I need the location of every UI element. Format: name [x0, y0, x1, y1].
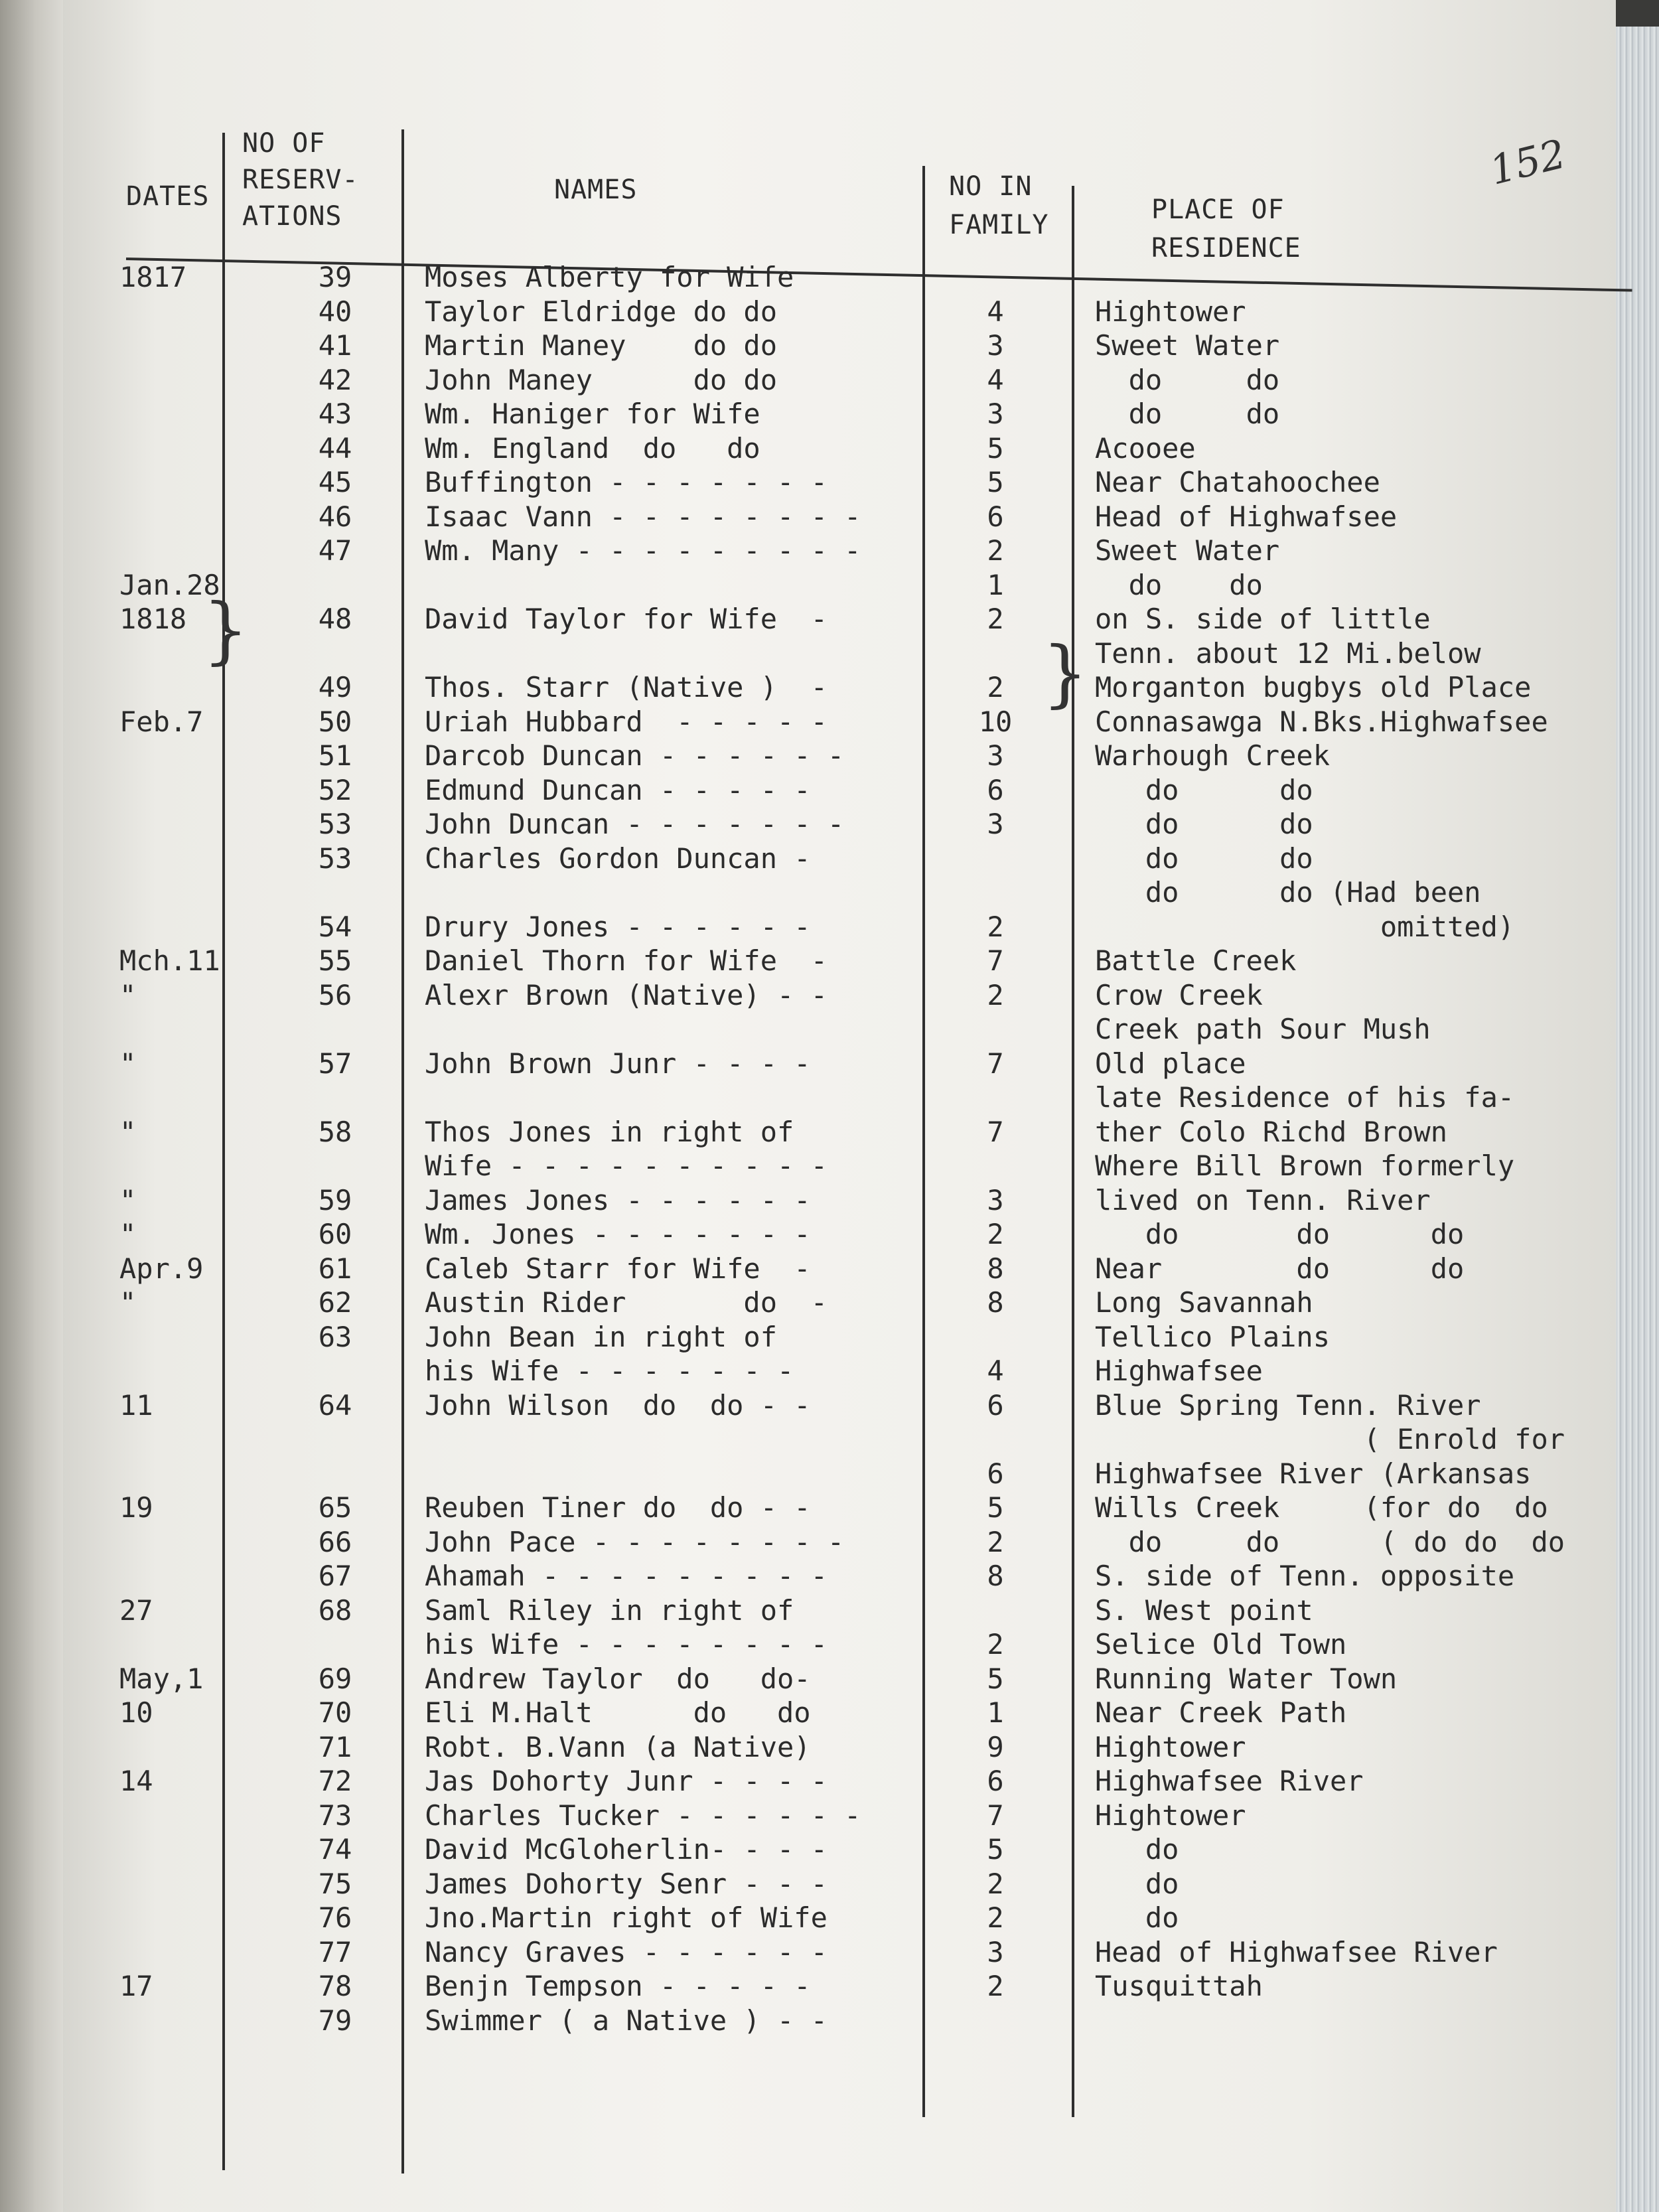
family-cell: 6: [987, 1765, 1004, 1797]
ledger-row: [63, 498, 1616, 536]
residence-cell: Hightower: [1095, 1731, 1246, 1763]
date-cell: 1818: [119, 603, 187, 635]
reservation-cell: 75: [318, 1868, 352, 1900]
residence-cell: Sweet Water: [1095, 534, 1280, 567]
family-cell: 7: [987, 944, 1004, 977]
date-cell: 17: [119, 1970, 153, 2002]
ledger-row: [63, 601, 1616, 638]
brace-mark: }: [1042, 630, 1088, 715]
residence-cell: Near Creek Path: [1095, 1696, 1347, 1729]
ledger-row: [63, 1250, 1616, 1288]
residence-cell: Creek path Sour Mush: [1095, 1013, 1431, 1045]
residence-cell: Head of Highwafsee River: [1095, 1936, 1498, 1968]
residence-cell: do do: [1095, 569, 1263, 601]
ledger-row: [63, 1216, 1616, 1253]
family-cell: 4: [987, 364, 1004, 396]
header-reservations-1: NO OF: [242, 128, 326, 159]
reservation-cell: 55: [318, 944, 352, 977]
header-residence-1: PLACE OF: [1151, 194, 1285, 225]
reservation-cell: 45: [318, 466, 352, 498]
ledger-row: [63, 1763, 1616, 1800]
date-cell: Feb.7: [119, 705, 204, 738]
residence-cell: Tellico Plains: [1095, 1321, 1331, 1353]
family-cell: 3: [987, 329, 1004, 362]
reservation-cell: 53: [318, 808, 352, 840]
family-cell: 6: [987, 774, 1004, 806]
family-cell: 3: [987, 1936, 1004, 1968]
ledger-row: [63, 1934, 1616, 1971]
date-cell: 27: [119, 1594, 153, 1627]
residence-cell: Highwafsee River: [1095, 1765, 1364, 1797]
family-cell: 10: [978, 705, 1013, 738]
name-cell: Thos Jones in right of: [425, 1116, 794, 1148]
ledger-row: [63, 1524, 1616, 1561]
family-cell: 8: [987, 1252, 1004, 1285]
ledger-row: [63, 669, 1616, 706]
ledger-row: [63, 2002, 1616, 2039]
name-cell: Saml Riley in right of: [425, 1594, 794, 1627]
date-cell: 1817: [119, 261, 187, 293]
reservation-cell: 63: [318, 1321, 352, 1353]
reservation-cell: 77: [318, 1936, 352, 1968]
residence-cell: omitted): [1095, 911, 1515, 943]
name-cell: Drury Jones - - - - - -: [425, 911, 811, 943]
ledger-row: [63, 1866, 1616, 1903]
residence-cell: Selice Old Town: [1095, 1628, 1347, 1660]
family-cell: 5: [987, 466, 1004, 498]
name-cell: Daniel Thorn for Wife -: [425, 944, 828, 977]
residence-cell: Where Bill Brown formerly: [1095, 1149, 1515, 1182]
name-cell: Nancy Graves - - - - - -: [425, 1936, 828, 1968]
residence-cell: Hightower: [1095, 295, 1246, 328]
name-cell: John Bean in right of: [425, 1321, 778, 1353]
ledger-row: [63, 1387, 1616, 1424]
residence-cell: Hightower: [1095, 1799, 1246, 1832]
residence-cell: Wills Creek (for do do: [1095, 1491, 1548, 1524]
ledger-row: [63, 1694, 1616, 1732]
family-cell: 6: [987, 1389, 1004, 1422]
name-cell: Alexr Brown (Native) - -: [425, 979, 828, 1011]
name-cell: Swimmer ( a Native ) - -: [425, 2004, 828, 2037]
ledger-row: [63, 1114, 1616, 1151]
family-cell: 7: [987, 1116, 1004, 1148]
ledger-row: [63, 293, 1616, 331]
residence-cell: Old place: [1095, 1047, 1246, 1080]
reservation-cell: 59: [318, 1184, 352, 1217]
residence-cell: S. West point: [1095, 1594, 1313, 1627]
reservation-cell: 66: [318, 1526, 352, 1558]
reservation-cell: 69: [318, 1662, 352, 1695]
residence-cell: ( Enrold for: [1095, 1423, 1565, 1455]
date-cell: 10: [119, 1696, 153, 1729]
ledger-row: [63, 396, 1616, 433]
residence-cell: Tenn. about 12 Mi.below: [1095, 637, 1481, 670]
reservation-cell: 72: [318, 1765, 352, 1797]
ledger-row: [63, 1592, 1616, 1629]
ledger-row: [63, 909, 1616, 946]
name-cell: Wife - - - - - - - - - -: [425, 1149, 828, 1182]
reservation-cell: 43: [318, 398, 352, 430]
residence-cell: do do (Had been: [1095, 876, 1481, 909]
ledger-page: [63, 0, 1616, 2212]
family-cell: 4: [987, 295, 1004, 328]
header-dates: DATES: [126, 181, 210, 212]
residence-cell: Near do do: [1095, 1252, 1465, 1285]
ledger-row: [63, 1147, 1616, 1185]
brace-mark: }: [202, 587, 249, 672]
date-cell: 14: [119, 1765, 153, 1797]
residence-cell: Crow Creek: [1095, 979, 1263, 1011]
residence-cell: Acooee: [1095, 432, 1196, 465]
family-cell: 6: [987, 1457, 1004, 1490]
ledger-row: [63, 430, 1616, 467]
residence-cell: Battle Creek: [1095, 944, 1297, 977]
reservation-cell: 78: [318, 1970, 352, 2002]
date-cell: ": [119, 1218, 137, 1250]
residence-cell: Highwafsee River (Arkansas: [1095, 1457, 1532, 1490]
family-cell: 8: [987, 1560, 1004, 1592]
name-cell: Wm. Many - - - - - - - - -: [425, 534, 861, 567]
name-cell: Benjn Tempson - - - - -: [425, 1970, 811, 2002]
reservation-cell: 49: [318, 671, 352, 703]
name-cell: David Taylor for Wife -: [425, 603, 828, 635]
header-names: NAMES: [554, 175, 638, 205]
reservation-cell: 40: [318, 295, 352, 328]
residence-cell: lived on Tenn. River: [1095, 1184, 1431, 1217]
residence-cell: Tusquittah: [1095, 1970, 1263, 2002]
name-cell: Ahamah - - - - - - - - -: [425, 1560, 828, 1592]
name-cell: Jas Dohorty Junr - - - -: [425, 1765, 828, 1797]
date-cell: ": [119, 979, 137, 1011]
residence-cell: Highwafsee: [1095, 1355, 1263, 1387]
family-cell: 2: [987, 671, 1004, 703]
reservation-cell: 73: [318, 1799, 352, 1832]
reservation-cell: 54: [318, 911, 352, 943]
residence-cell: S. side of Tenn. opposite: [1095, 1560, 1515, 1592]
family-cell: 1: [987, 1696, 1004, 1729]
name-cell: his Wife - - - - - - -: [425, 1355, 794, 1387]
name-cell: Jno.Martin right of Wife: [425, 1901, 828, 1934]
date-cell: May,1: [119, 1662, 204, 1695]
residence-cell: Near Chatahoochee: [1095, 466, 1380, 498]
residence-cell: Connasawga N.Bks.Highwafsee: [1095, 705, 1548, 738]
residence-cell: late Residence of his fa-: [1095, 1081, 1515, 1114]
name-cell: John Wilson do do - -: [425, 1389, 811, 1422]
reservation-cell: 70: [318, 1696, 352, 1729]
reservation-cell: 46: [318, 500, 352, 533]
header-reservations-2: RESERV-: [242, 165, 359, 195]
ledger-row: [63, 1489, 1616, 1526]
family-cell: 5: [987, 1491, 1004, 1524]
family-cell: 2: [987, 1628, 1004, 1660]
reservation-cell: 61: [318, 1252, 352, 1285]
header-residence-2: RESIDENCE: [1151, 233, 1301, 263]
family-cell: 2: [987, 534, 1004, 567]
reservation-cell: 44: [318, 432, 352, 465]
date-cell: Apr.9: [119, 1252, 204, 1285]
ledger-row: [63, 840, 1616, 877]
reservation-cell: 56: [318, 979, 352, 1011]
reservation-cell: 48: [318, 603, 352, 635]
ledger-row: [63, 1455, 1616, 1493]
ledger-row: [63, 1284, 1616, 1321]
name-cell: Andrew Taylor do do-: [425, 1662, 811, 1695]
ledger-row: [63, 703, 1616, 741]
residence-cell: do do: [1095, 842, 1313, 875]
name-cell: Edmund Duncan - - - - -: [425, 774, 811, 806]
reservation-cell: 62: [318, 1286, 352, 1319]
residence-cell: do: [1095, 1901, 1179, 1934]
date-cell: ": [119, 1286, 137, 1319]
reservation-cell: 50: [318, 705, 352, 738]
family-cell: 6: [987, 500, 1004, 533]
reservation-cell: 71: [318, 1731, 352, 1763]
residence-cell: Morganton bugbys old Place: [1095, 671, 1532, 703]
ledger-row: [63, 362, 1616, 399]
family-cell: 8: [987, 1286, 1004, 1319]
name-cell: James Jones - - - - - -: [425, 1184, 811, 1217]
family-cell: 9: [987, 1731, 1004, 1763]
family-cell: 5: [987, 1662, 1004, 1695]
ledger-row: [63, 806, 1616, 843]
reservation-cell: 51: [318, 739, 352, 772]
residence-cell: Blue Spring Tenn. River: [1095, 1389, 1481, 1422]
name-cell: Robt. B.Vann (a Native): [425, 1731, 811, 1763]
date-cell: Mch.11: [119, 944, 220, 977]
name-cell: Isaac Vann - - - - - - - -: [425, 500, 861, 533]
ledger-row: [63, 1968, 1616, 2005]
ledger-row: [63, 1831, 1616, 1868]
header-family-2: FAMILY: [949, 210, 1049, 240]
family-cell: 2: [987, 1868, 1004, 1900]
residence-cell: on S. side of little: [1095, 603, 1431, 635]
reservation-cell: 57: [318, 1047, 352, 1080]
name-cell: Reuben Tiner do do - -: [425, 1491, 811, 1524]
family-cell: 5: [987, 1833, 1004, 1866]
reservation-cell: 74: [318, 1833, 352, 1866]
ledger-row: [63, 1319, 1616, 1356]
date-cell: ": [119, 1184, 137, 1217]
ledger-row: [63, 1899, 1616, 1937]
name-cell: John Maney do do: [425, 364, 778, 396]
reservation-cell: 67: [318, 1560, 352, 1592]
ledger-row: [63, 1353, 1616, 1390]
ledger-row: [63, 464, 1616, 501]
ledger-row: [63, 1558, 1616, 1595]
date-cell: Jan.28: [119, 569, 220, 601]
residence-cell: do do ( do do do: [1095, 1526, 1565, 1558]
page-number: 152: [1485, 131, 1571, 194]
residence-cell: do: [1095, 1868, 1179, 1900]
residence-cell: do do: [1095, 364, 1280, 396]
header-family-1: NO IN: [949, 171, 1033, 202]
residence-cell: do: [1095, 1833, 1179, 1866]
reservation-cell: 53: [318, 842, 352, 875]
reservation-cell: 58: [318, 1116, 352, 1148]
family-cell: 3: [987, 398, 1004, 430]
ledger-row: [63, 1660, 1616, 1698]
family-cell: 2: [987, 911, 1004, 943]
family-cell: 3: [987, 1184, 1004, 1217]
family-cell: 3: [987, 739, 1004, 772]
reservation-cell: 79: [318, 2004, 352, 2037]
ledger-row: [63, 737, 1616, 774]
header-reservations-3: ATIONS: [242, 201, 342, 232]
name-cell: Wm. England do do: [425, 432, 760, 465]
reservation-cell: 52: [318, 774, 352, 806]
name-cell: James Dohorty Senr - - -: [425, 1868, 828, 1900]
ledger-row: [63, 327, 1616, 364]
residence-cell: do do do: [1095, 1218, 1465, 1250]
reservation-cell: 65: [318, 1491, 352, 1524]
date-cell: 11: [119, 1389, 153, 1422]
reservation-cell: 76: [318, 1901, 352, 1934]
ledger-row: [63, 1182, 1616, 1219]
name-cell: Eli M.Halt do do: [425, 1696, 811, 1729]
residence-cell: Head of Highwafsee: [1095, 500, 1398, 533]
ledger-row: [63, 259, 1616, 296]
ledger-row: [63, 1729, 1616, 1766]
name-cell: Darcob Duncan - - - - - -: [425, 739, 845, 772]
name-cell: Thos. Starr (Native ) -: [425, 671, 828, 703]
ledger-row: [63, 1797, 1616, 1834]
name-cell: David McGloherlin- - - -: [425, 1833, 828, 1866]
name-cell: John Brown Junr - - - -: [425, 1047, 811, 1080]
ledger-row: [63, 1626, 1616, 1663]
reservation-cell: 60: [318, 1218, 352, 1250]
residence-cell: Sweet Water: [1095, 329, 1280, 362]
residence-cell: do do: [1095, 398, 1280, 430]
ledger-row: [63, 635, 1616, 672]
family-cell: 2: [987, 1218, 1004, 1250]
ledger-row: [63, 977, 1616, 1014]
family-cell: 2: [987, 979, 1004, 1011]
residence-cell: do do: [1095, 774, 1313, 806]
ledger-row: [63, 1011, 1616, 1048]
family-cell: 7: [987, 1799, 1004, 1832]
reservation-cell: 39: [318, 261, 352, 293]
family-cell: 2: [987, 1901, 1004, 1934]
name-cell: Moses Alberty for Wife: [425, 261, 794, 293]
family-cell: 2: [987, 1526, 1004, 1558]
family-cell: 3: [987, 808, 1004, 840]
name-cell: Caleb Starr for Wife -: [425, 1252, 811, 1285]
name-cell: John Duncan - - - - - - -: [425, 808, 845, 840]
reservation-cell: 47: [318, 534, 352, 567]
ledger-row: [63, 942, 1616, 980]
ledger-row: [63, 1079, 1616, 1116]
date-cell: ": [119, 1047, 137, 1080]
family-cell: 5: [987, 432, 1004, 465]
residence-cell: Long Savannah: [1095, 1286, 1313, 1319]
name-cell: Austin Rider do -: [425, 1286, 828, 1319]
name-cell: Charles Gordon Duncan -: [425, 842, 811, 875]
ledger-row: [63, 532, 1616, 569]
reservation-cell: 41: [318, 329, 352, 362]
residence-cell: ther Colo Richd Brown: [1095, 1116, 1448, 1148]
date-cell: ": [119, 1116, 137, 1148]
ledger-row: [63, 874, 1616, 911]
ledger-row: [63, 772, 1616, 809]
family-cell: 2: [987, 603, 1004, 635]
reservation-cell: 64: [318, 1389, 352, 1422]
residence-cell: do do: [1095, 808, 1313, 840]
name-cell: Taylor Eldridge do do: [425, 295, 778, 328]
family-cell: 1: [987, 569, 1004, 601]
family-cell: 7: [987, 1047, 1004, 1080]
reservation-cell: 42: [318, 364, 352, 396]
name-cell: John Pace - - - - - - - -: [425, 1526, 845, 1558]
residence-cell: Warhough Creek: [1095, 739, 1331, 772]
name-cell: Charles Tucker - - - - - -: [425, 1799, 861, 1832]
date-cell: 19: [119, 1491, 153, 1524]
family-cell: 2: [987, 1970, 1004, 2002]
ledger-row: [63, 567, 1616, 604]
ledger-row: [63, 1045, 1616, 1082]
reservation-cell: 68: [318, 1594, 352, 1627]
name-cell: Buffington - - - - - - -: [425, 466, 828, 498]
name-cell: Martin Maney do do: [425, 329, 778, 362]
ledger-row: [63, 1421, 1616, 1458]
residence-cell: Running Water Town: [1095, 1662, 1398, 1695]
name-cell: Wm. Jones - - - - - - -: [425, 1218, 811, 1250]
name-cell: Uriah Hubbard - - - - -: [425, 705, 828, 738]
family-cell: 4: [987, 1355, 1004, 1387]
name-cell: his Wife - - - - - - - -: [425, 1628, 828, 1660]
name-cell: Wm. Haniger for Wife: [425, 398, 760, 430]
